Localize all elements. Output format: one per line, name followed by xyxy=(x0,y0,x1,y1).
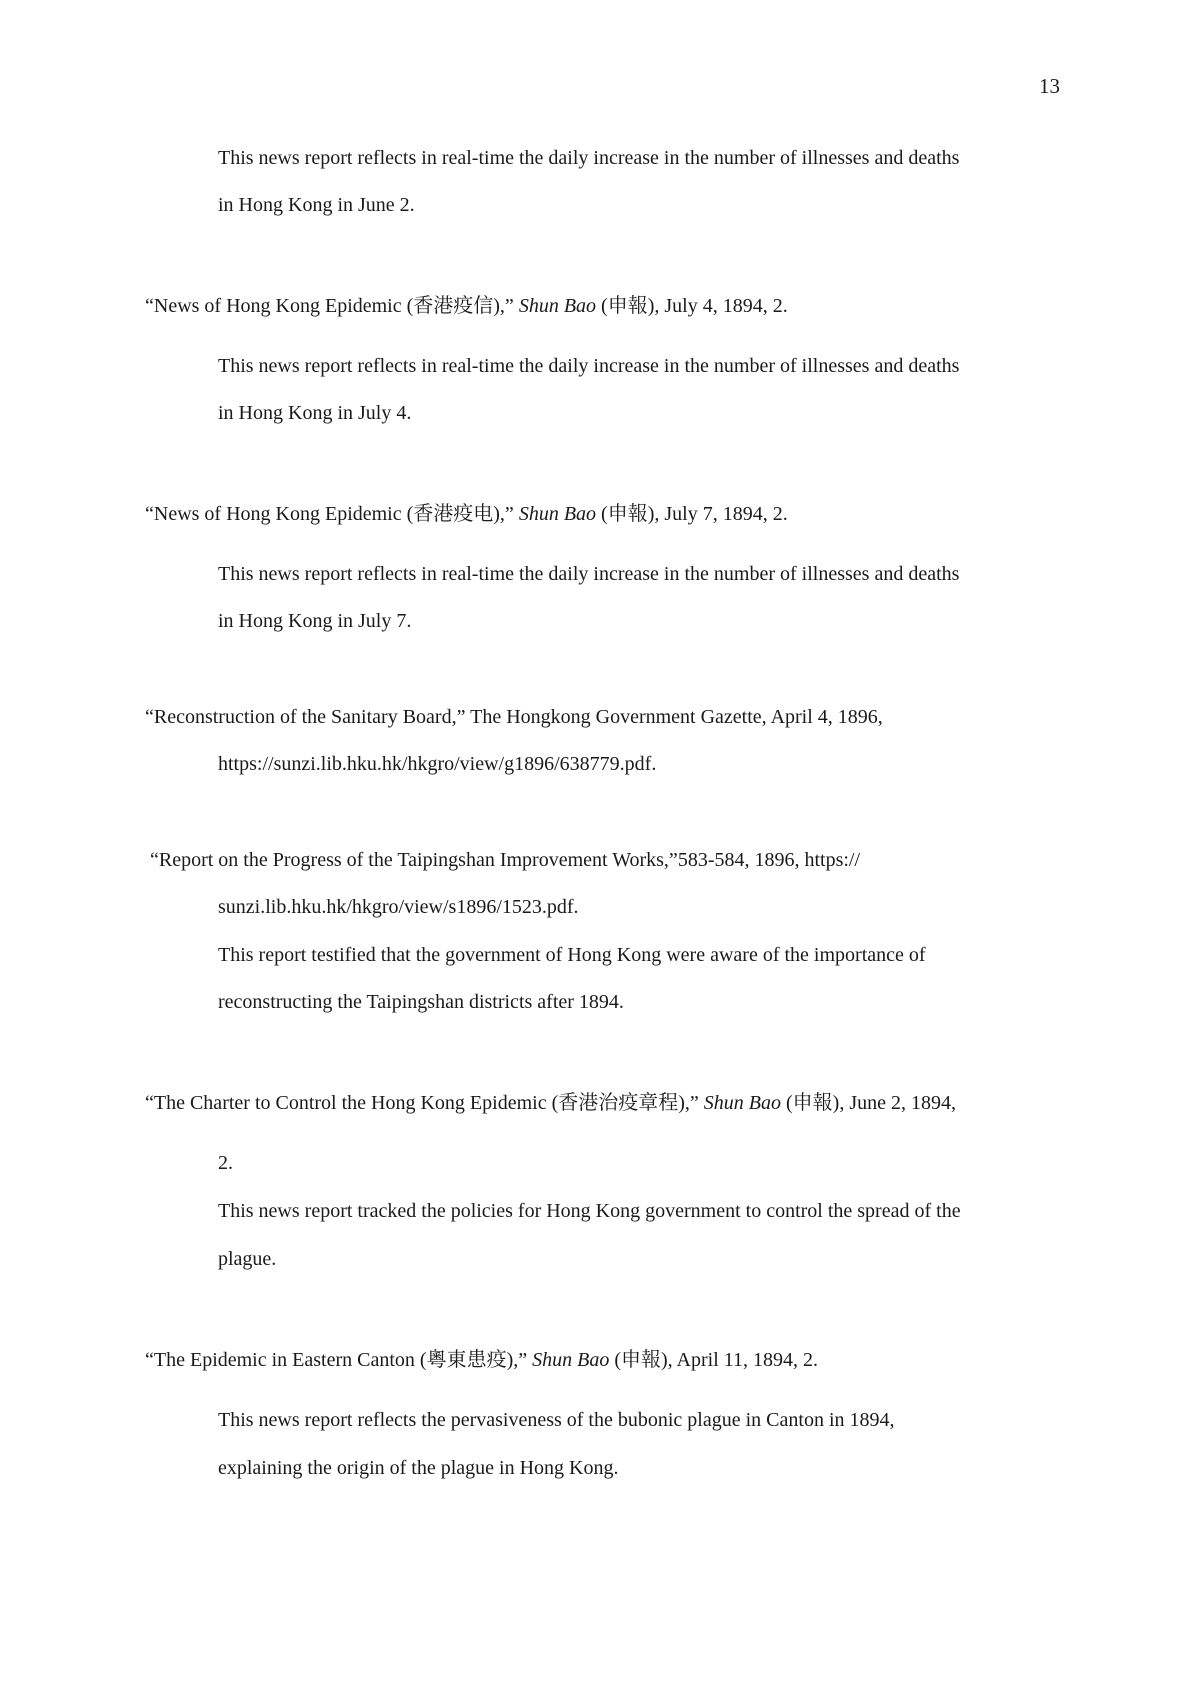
annotation-line: explaining the origin of the plague in Hong Kong. xyxy=(218,1457,619,1479)
annotation-line: This news report tracked the policies for Hong Kong government to control the spread of the xyxy=(218,1200,961,1222)
citation-line: “The Epidemic in Eastern Canton (粵東患疫),” Shun Bao (申報), April 11, 1894, 2. xyxy=(145,1349,819,1371)
publication-title: Shun Bao xyxy=(703,1092,781,1114)
citation-line: “News of Hong Kong Epidemic (香港疫电),” Shun Bao (申報), July 7, 1894, 2. xyxy=(145,503,788,525)
citation-line: “The Charter to Control the Hong Kong Epidemic (香港治疫章程),” Shun Bao (申報), June 2, 1894, xyxy=(145,1092,956,1114)
publication-title: Shun Bao xyxy=(518,295,597,317)
annotation-line: This news report reflects in real-time the daily increase in the number of illnesses and deaths xyxy=(218,355,960,377)
citation-line: “News of Hong Kong Epidemic (香港疫信),” Shun Bao (申報), July 4, 1894, 2. xyxy=(145,295,788,317)
annotation-line: This news report reflects in real-time the daily increase in the number of illnesses and deaths xyxy=(218,147,960,169)
annotation-line: This news report reflects the pervasiveness of the bubonic plague in Canton in 1894, xyxy=(218,1409,895,1431)
annotation-line: reconstructing the Taipingshan districts after 1894. xyxy=(218,991,624,1013)
annotation-line: in Hong Kong in June 2. xyxy=(218,194,415,216)
annotation-line: This news report reflects in real-time the daily increase in the number of illnesses and deaths xyxy=(218,563,960,585)
citation-line: “Reconstruction of the Sanitary Board,” The Hongkong Government Gazette, April 4, 1896, xyxy=(145,706,883,728)
annotation-line: plague. xyxy=(218,1248,277,1270)
citation-url: sunzi.lib.hku.hk/hkgro/view/s1896/1523.pdf. xyxy=(218,896,579,918)
annotation-line: in Hong Kong in July 7. xyxy=(218,610,412,632)
annotation-line: in Hong Kong in July 4. xyxy=(218,402,412,424)
publication-title: Shun Bao xyxy=(532,1349,610,1371)
publication-title: Shun Bao xyxy=(518,503,597,525)
page-number: 13 xyxy=(1039,74,1060,98)
annotation-line: This report testified that the government of Hong Kong were aware of the importance of xyxy=(218,944,926,966)
citation-continuation: 2. xyxy=(218,1152,233,1174)
citation-url: https://sunzi.lib.hku.hk/hkgro/view/g1896/638779.pdf. xyxy=(218,753,657,775)
citation-line: “Report on the Progress of the Taipingshan Improvement Works,”583-584, 1896, https:// xyxy=(150,849,861,871)
